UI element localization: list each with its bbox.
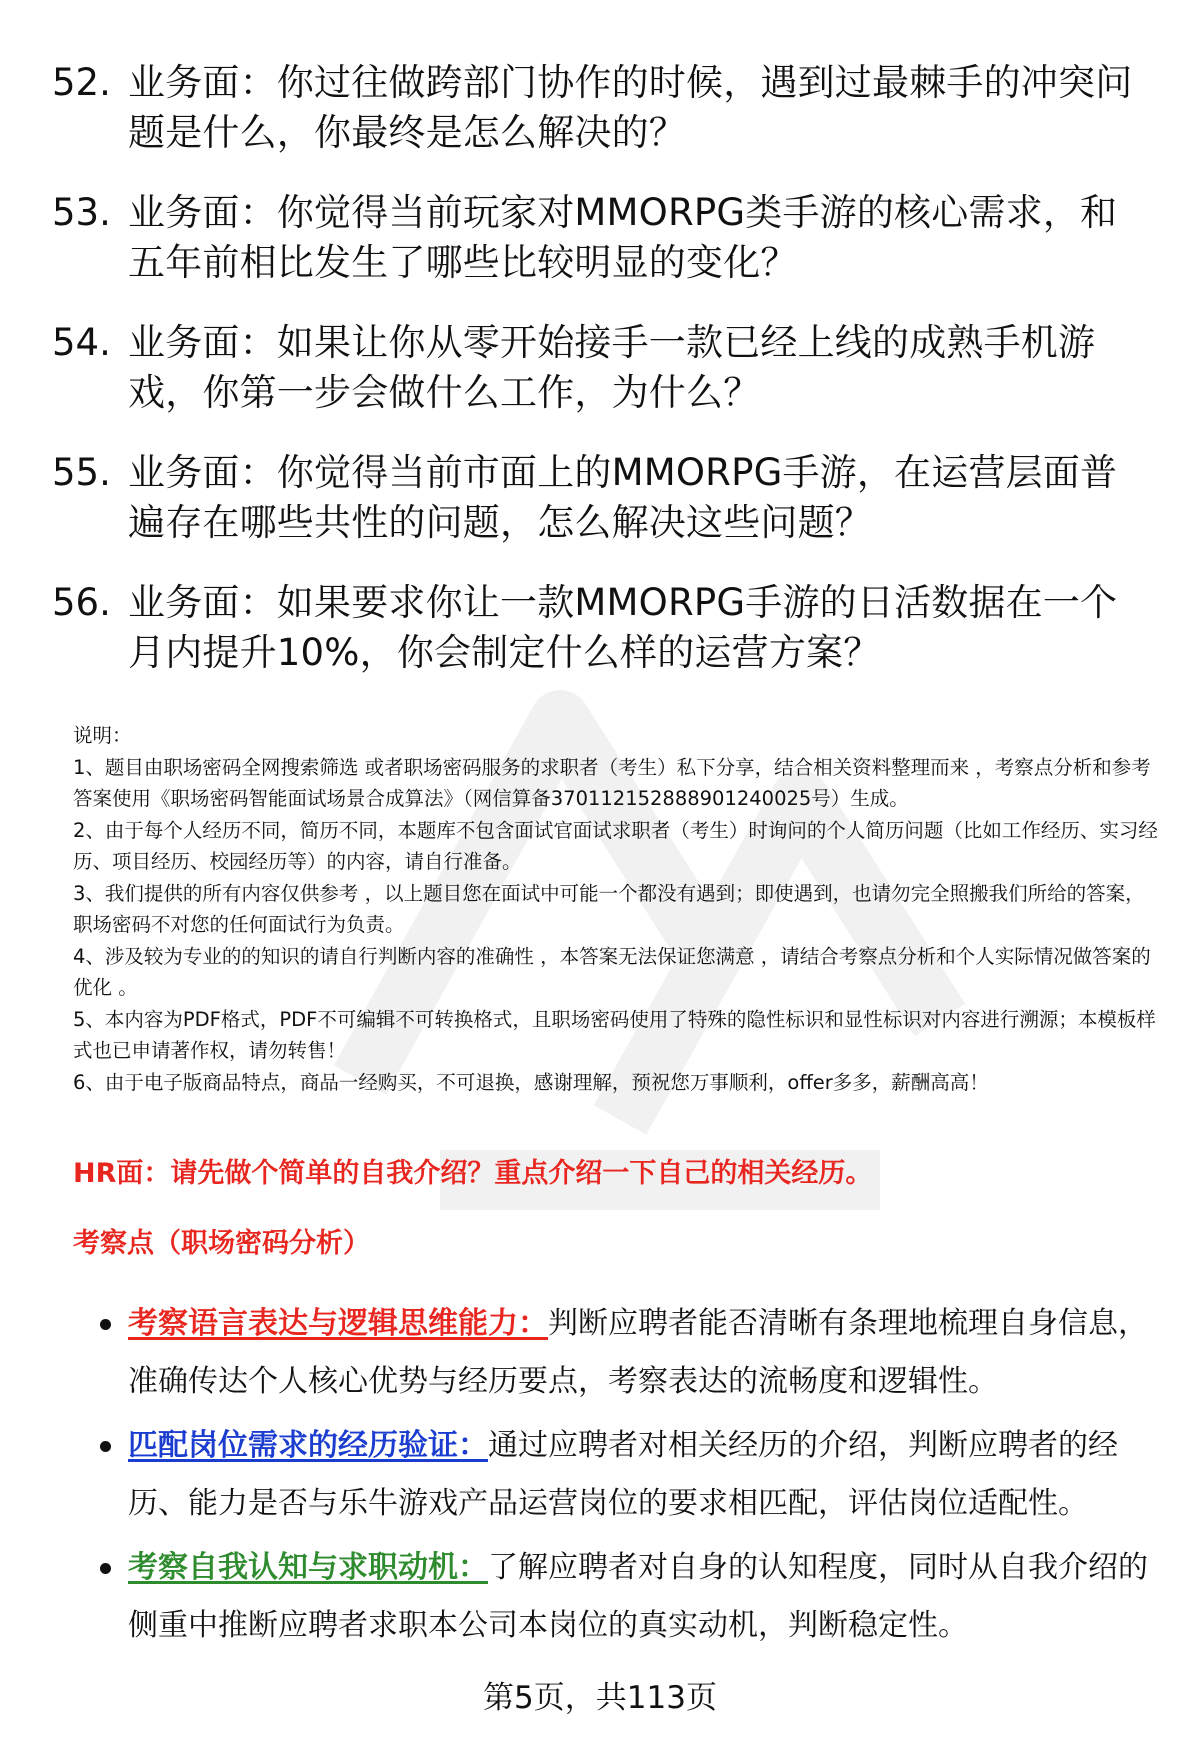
note-item: 5、本内容为PDF格式，PDF不可编辑不可转换格式，且职场密码使用了特殊的隐性标识和显性标识对内容进行溯源；本模板样式也已申请著作权，请勿转售！ [73, 1007, 1156, 1062]
question-item-54 [52, 318, 1152, 418]
question-item-52 [52, 58, 1152, 158]
question-number: 53. [52, 191, 111, 234]
point-title: 考察自我认知与求职动机： [128, 1550, 488, 1585]
bullet-icon [100, 1441, 111, 1452]
note-item: 6、由于电子版商品特点，商品一经购买，不可退换，感谢理解，预祝您万事顺利，offer多多，薪酬高高！ [73, 1070, 989, 1094]
question-list [52, 58, 1152, 708]
question-item-56 [52, 578, 1152, 678]
question-text: 业务面：你觉得当前市面上的MMORPG手游，在运营层面普遍存在哪些共性的问题，怎么解决这些问题？ [128, 451, 1118, 544]
analysis-point [100, 1539, 1150, 1655]
note-item: 1、题目由职场密码全网搜索筛选 或者职场密码服务的求职者（考生）私下分享，结合相关资料整理而来 ，考察点分析和参考答案使用《职场密码智能面试场景合成算法》（网信算备370112152888901240025号）生成。 [73, 755, 1151, 810]
analysis-title: 考察点（职场密码分析） [73, 1228, 370, 1259]
notes-title: 说明： [73, 724, 132, 747]
question-number: 52. [52, 61, 111, 104]
bullet-icon [100, 1563, 111, 1574]
question-number: 56. [52, 581, 111, 624]
point-title: 考察语言表达与逻辑思维能力： [128, 1306, 548, 1341]
analysis-points [100, 1295, 1150, 1661]
note-item: 3、我们提供的所有内容仅供参考 ，以上题目您在面试中可能一个都没有遇到；即使遇到，也请勿完全照搬我们所给的答案，职场密码不对您的任何面试行为负责。 [73, 881, 1145, 936]
question-number: 55. [52, 451, 111, 494]
point-body: 了解应聘者对自身的认知程度，同时从自我介绍的侧重中推断应聘者求职本公司本岗位的真实动机，判断稳定性。 [128, 1550, 1148, 1643]
point-body: 判断应聘者能否清晰有条理地梳理自身信息，准确传达个人核心优势与经历要点，考察表达的流畅度和逻辑性。 [128, 1306, 1148, 1399]
note-item: 2、由于每个人经历不同，简历不同，本题库不包含面试官面试求职者（考生）时询问的个人简历问题（比如工作经历、实习经历、项目经历、校园经历等）的内容，请自行准备。 [73, 818, 1158, 873]
question-item-55 [52, 448, 1152, 548]
point-title: 匹配岗位需求的经历验证： [128, 1428, 488, 1463]
analysis-point [100, 1295, 1150, 1411]
page-footer: 第5页，共113页 [483, 1680, 717, 1716]
notes-section [73, 720, 1158, 1098]
note-item: 4、涉及较为专业的的知识的请自行判断内容的准确性 ，本答案无法保证您满意 ，请结合考察点分析和个人实际情况做答案的优化 。 [73, 944, 1151, 999]
question-item-53 [52, 188, 1152, 288]
bullet-icon [100, 1319, 111, 1330]
question-text: 业务面：如果让你从零开始接手一款已经上线的成熟手机游戏，你第一步会做什么工作，为什么？ [128, 321, 1096, 414]
question-number: 54. [52, 321, 111, 364]
analysis-point [100, 1417, 1150, 1533]
point-body: 通过应聘者对相关经历的介绍，判断应聘者的经历、能力是否与乐牛游戏产品运营岗位的要求相匹配，评估岗位适配性。 [128, 1428, 1118, 1521]
hr-question-heading: HR面：请先做个简单的自我介绍？重点介绍一下自己的相关经历。 [73, 1158, 873, 1189]
question-text: 业务面：如果要求你让一款MMORPG手游的日活数据在一个月内提升10%，你会制定什么样的运营方案？ [128, 581, 1118, 674]
question-text: 业务面：你过往做跨部门协作的时候，遇到过最棘手的冲突问题是什么，你最终是怎么解决的？ [128, 61, 1133, 154]
question-text: 业务面：你觉得当前玩家对MMORPG类手游的核心需求，和五年前相比发生了哪些比较明显的变化？ [128, 191, 1118, 284]
